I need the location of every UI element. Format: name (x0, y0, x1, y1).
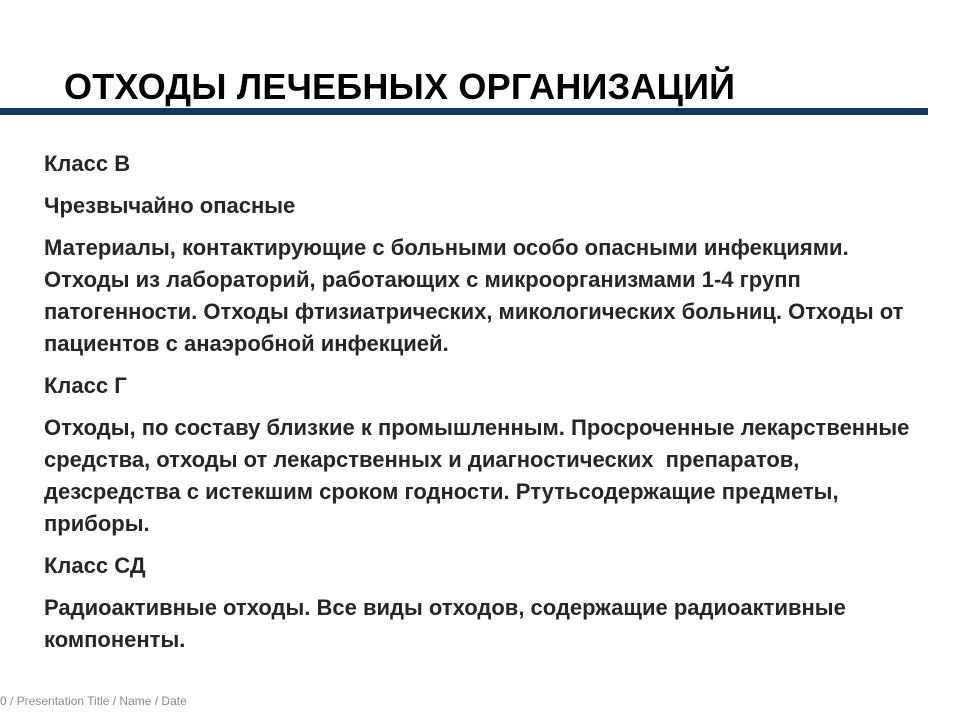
class-b-description: Материалы, контактирующие с больными особо опасными инфекциями. Отходы из лабораторий, работающих с микроорганизмами 1-4 групп патогенности. Отходы фтизиатрических, микологических больниц. Отходы от пациентов с анаэробной инфекцией. (44, 235, 910, 356)
slide-footer: 0 / Presentation Title / Name / Date (0, 694, 187, 708)
slide-title: ОТХОДЫ ЛЕЧЕБНЫХ ОРГАНИЗАЦИЙ (64, 66, 736, 107)
title-underline (0, 108, 928, 115)
class-sd-description: Радиоактивные отходы. Все виды отходов, содержащие радиоактивные компоненты. (44, 595, 852, 652)
slide-body (44, 148, 924, 666)
class-g-description: Отходы, по составу близкие к промышленным. Просроченные лекарственные средства, отходы от лекарственных и диагностических препаратов, дезсредства с истекшим сроком годности. Ртутьсодержащие предметы, приборы. (44, 415, 916, 536)
class-g-heading: Класс Г (44, 373, 127, 398)
class-b-heading: Класс В (44, 151, 131, 176)
class-b-subtitle: Чрезвычайно опасные (44, 193, 296, 218)
class-sd-heading: Класс СД (44, 553, 146, 578)
